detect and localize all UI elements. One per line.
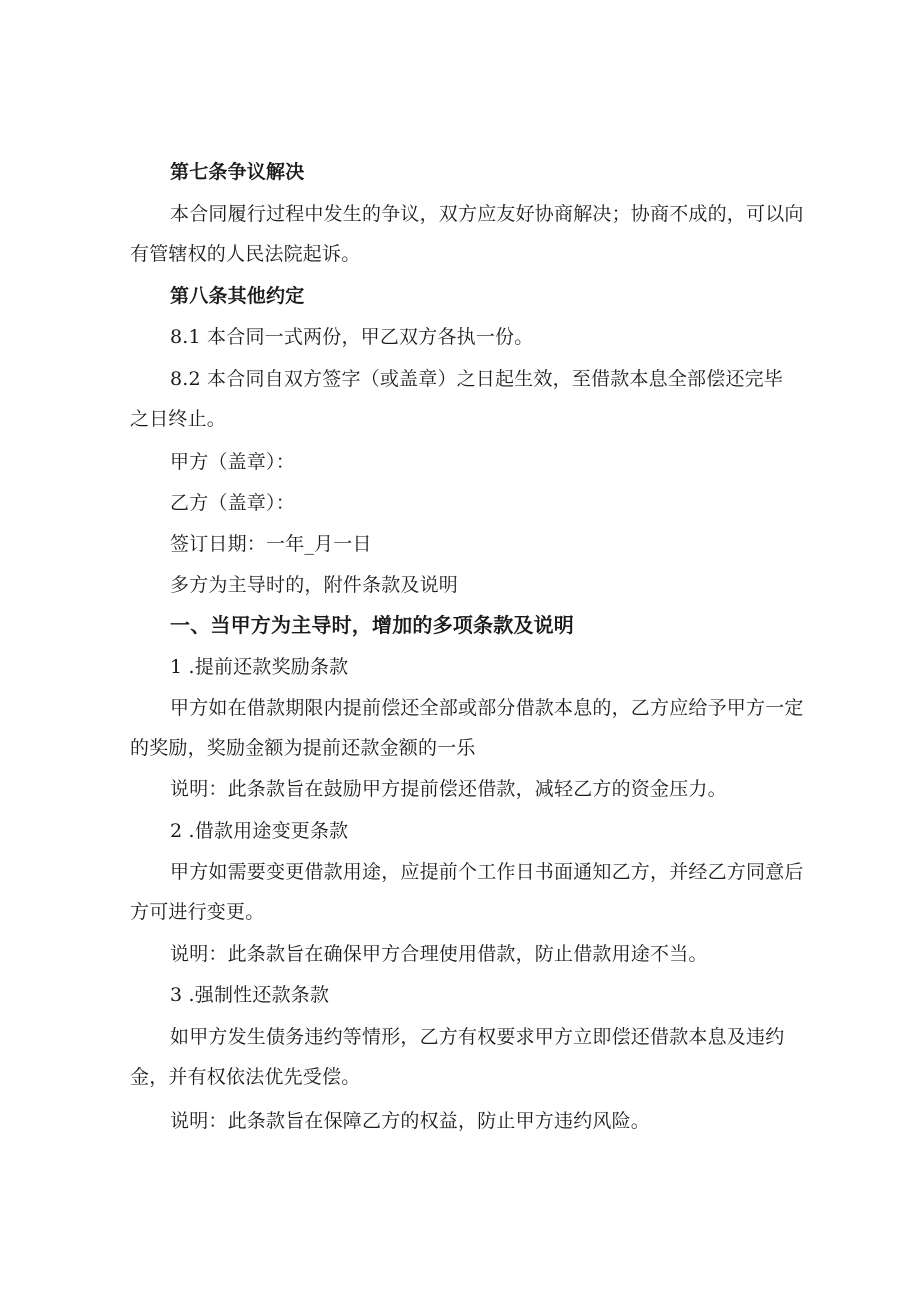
paragraph-line: 方可进行变更。 <box>130 901 265 923</box>
clause-1-note: 说明：此条款旨在鼓励甲方提前偿还借款，减轻乙方的资金压力。 <box>170 778 727 800</box>
clause-2-title: 2 .借款用途变更条款 <box>170 820 349 842</box>
section-7-heading: 第七条争议解决 <box>170 161 305 183</box>
section-one-heading: 一、当甲方为主导时，增加的多项条款及说明 <box>170 613 574 637</box>
appendix-title: 多方为主导时的，附件条款及说明 <box>170 574 459 596</box>
paragraph-line: 的奖励，奖励金额为提前还款金额的一乐 <box>130 737 476 759</box>
paragraph-line: 甲方如在借款期限内提前偿还全部或部分借款本息的，乙方应给予甲方一定 <box>170 697 804 719</box>
party-a-seal: 甲方（盖章）： <box>170 451 295 473</box>
clause-1-title: 1 .提前还款奖励条款 <box>170 656 349 678</box>
paragraph-line: 有管辖权的人民法院起诉。 <box>130 243 361 265</box>
paragraph-line: 如甲方发生债务违约等情形，乙方有权要求甲方立即偿还借款本息及违约 <box>170 1026 785 1048</box>
clause-3-title: 3 .强制性还款条款 <box>170 984 330 1006</box>
clause-2-note: 说明：此条款旨在确保甲方合理使用借款，防止借款用途不当。 <box>170 943 708 965</box>
clause-8-2: 8.2 本合同自双方签字（或盖章）之日起生效，至借款本息全部偿还完毕 <box>170 368 784 390</box>
party-b-seal: 乙方（盖章）： <box>170 492 295 514</box>
paragraph-line: 金，并有权依法优先受偿。 <box>130 1066 361 1088</box>
clause-3-note: 说明：此条款旨在保障乙方的权益，防止甲方违约风险。 <box>170 1110 651 1132</box>
paragraph-line: 本合同履行过程中发生的争议，双方应友好协商解决；协商不成的，可以向 <box>170 203 804 225</box>
signing-date: 签订日期：一年_月一日 <box>170 533 372 555</box>
clause-8-1: 8.1 本合同一式两份，甲乙双方各执一份。 <box>170 326 534 348</box>
section-8-heading: 第八条其他约定 <box>170 285 305 307</box>
paragraph-line: 甲方如需要变更借款用途，应提前个工作日书面通知乙方，并经乙方同意后 <box>170 861 804 883</box>
paragraph-line: 之日终止。 <box>130 408 227 430</box>
